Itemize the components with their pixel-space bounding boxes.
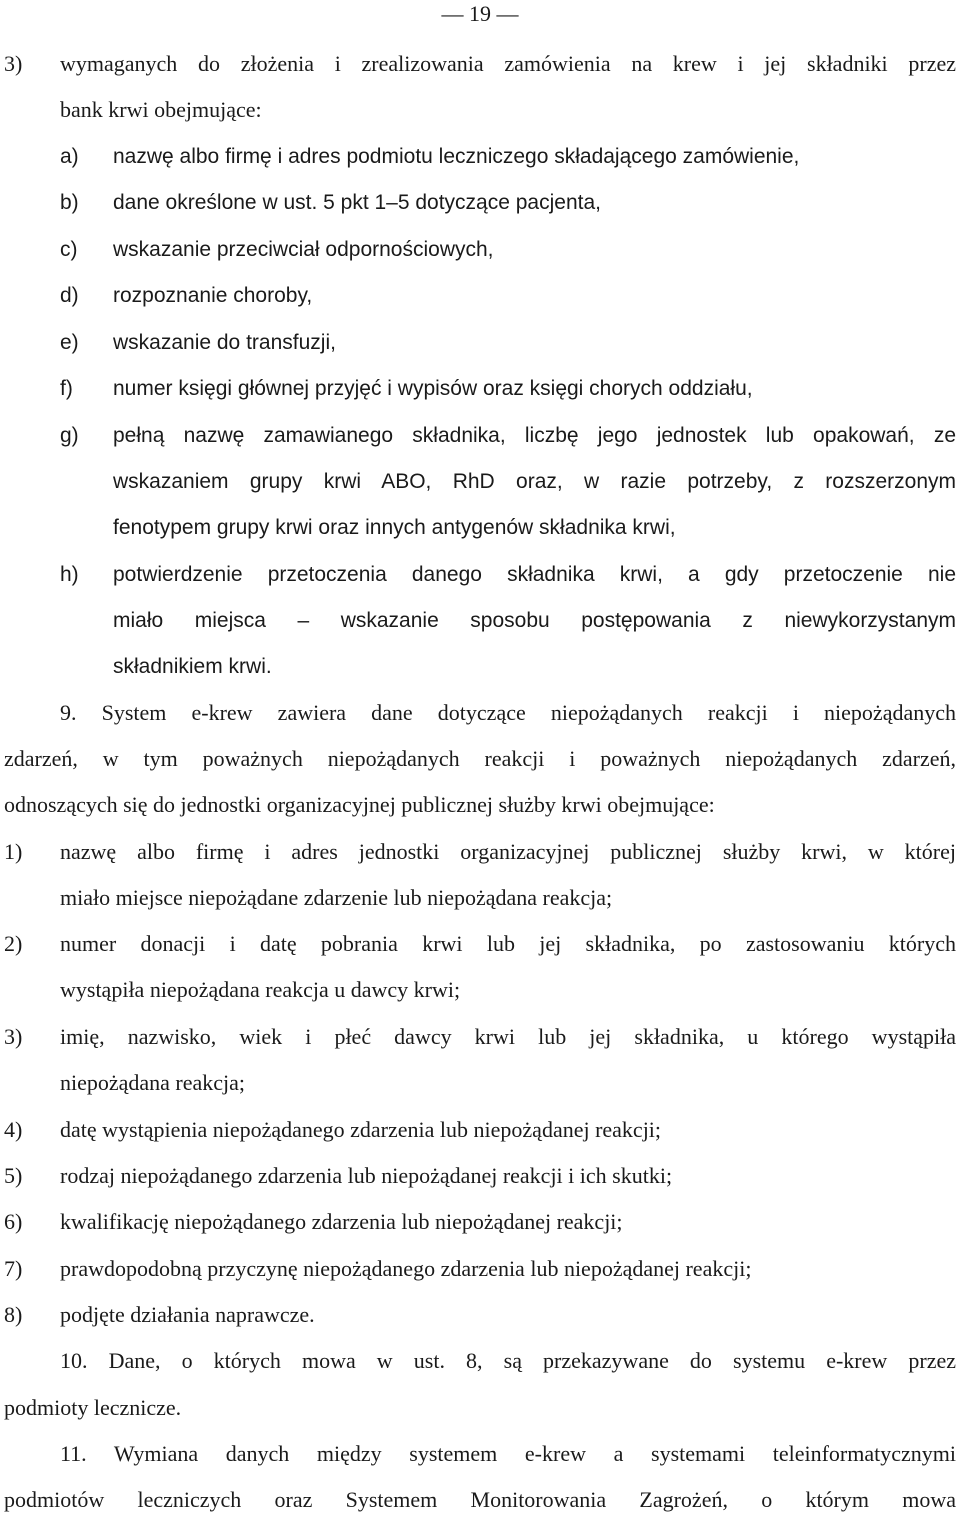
sub-g-marker: g) bbox=[60, 424, 79, 447]
paragraph-9-line-2: zdarzeń, w tym poważnych niepożądanych reakcji i poważnych niepożądanych zdarzeń, bbox=[4, 746, 956, 771]
point-3-marker: 3) bbox=[4, 1024, 23, 1049]
paragraph-9-line-1: 9. System e-krew zawiera dane dotyczące niepożądanych reakcji i niepożądanych bbox=[60, 700, 956, 725]
point-2-marker: 2) bbox=[4, 931, 23, 956]
sub-e-text: wskazanie do transfuzji, bbox=[113, 331, 336, 354]
point-4-marker: 4) bbox=[4, 1117, 23, 1142]
sub-c-marker: c) bbox=[60, 238, 78, 261]
sub-f-text: numer księgi głównej przyjęć i wypisów oraz księgi chorych oddziału, bbox=[113, 377, 753, 400]
sub-c-text: wskazanie przeciwciał odpornościowych, bbox=[113, 238, 494, 261]
paragraph-10-line-2: podmioty lecznicze. bbox=[4, 1395, 182, 1420]
sub-h-marker: h) bbox=[60, 563, 79, 586]
point-3-line-1: imię, nazwisko, wiek i płeć dawcy krwi lub jej składnika, u którego wystąpiła bbox=[60, 1024, 956, 1049]
sub-a-marker: a) bbox=[60, 145, 79, 168]
item-3-marker: 3) bbox=[4, 51, 23, 76]
point-6-text: kwalifikację niepożądanego zdarzenia lub niepożądanej reakcji; bbox=[60, 1209, 623, 1234]
point-2-line-1: numer donacji i datę pobrania krwi lub jej składnika, po zastosowaniu których bbox=[60, 931, 956, 956]
page-number: — 19 — bbox=[441, 1, 519, 26]
paragraph-10-line-1: 10. Dane, o których mowa w ust. 8, są przekazywane do systemu e-krew przez bbox=[60, 1348, 956, 1373]
sub-g-text-line-2: wskazaniem grupy krwi ABO, RhD oraz, w razie potrzeby, z rozszerzonym bbox=[113, 470, 956, 493]
sub-e-marker: e) bbox=[60, 331, 79, 354]
point-7-text: prawdopodobną przyczynę niepożądanego zdarzenia lub niepożądanej reakcji; bbox=[60, 1256, 752, 1281]
sub-h-text-line-3: składnikiem krwi. bbox=[113, 655, 272, 678]
point-8-marker: 8) bbox=[4, 1302, 23, 1327]
point-7-marker: 7) bbox=[4, 1256, 23, 1281]
sub-d-marker: d) bbox=[60, 284, 79, 307]
point-5-text: rodzaj niepożądanego zdarzenia lub niepożądanej reakcji i ich skutki; bbox=[60, 1163, 673, 1188]
sub-g-text-line-1: pełną nazwę zamawianego składnika, liczbę jego jednostek lub opakowań, ze bbox=[113, 424, 956, 447]
point-5-marker: 5) bbox=[4, 1163, 23, 1188]
point-1-marker: 1) bbox=[4, 839, 23, 864]
sub-d-text: rozpoznanie choroby, bbox=[113, 284, 313, 307]
sub-b-marker: b) bbox=[60, 191, 79, 214]
paragraph-11-line-2: podmiotów leczniczych oraz Systemem Monitorowania Zagrożeń, o którym mowa bbox=[4, 1487, 956, 1512]
item-3-text-line-1: wymaganych do złożenia i zrealizowania zamówienia na krew i jej składniki przez bbox=[60, 51, 956, 76]
sub-f-marker: f) bbox=[60, 377, 73, 400]
item-3-text-line-2: bank krwi obejmujące: bbox=[60, 97, 262, 122]
sub-h-text-line-1: potwierdzenie przetoczenia danego składnika krwi, a gdy przetoczenie nie bbox=[113, 563, 956, 586]
point-6-marker: 6) bbox=[4, 1209, 23, 1234]
paragraph-9-line-3: odnoszących się do jednostki organizacyjnej publicznej służby krwi obejmujące: bbox=[4, 792, 715, 817]
point-1-line-1: nazwę albo firmę i adres jednostki organizacyjnej publicznej służby krwi, w której bbox=[60, 839, 956, 864]
point-4-text: datę wystąpienia niepożądanego zdarzenia lub niepożądanej reakcji; bbox=[60, 1117, 662, 1142]
point-2-line-2: wystąpiła niepożądana reakcja u dawcy krwi; bbox=[60, 977, 461, 1002]
sub-b-text: dane określone w ust. 5 pkt 1–5 dotyczące pacjenta, bbox=[113, 191, 601, 214]
point-8-text: podjęte działania naprawcze. bbox=[60, 1302, 315, 1327]
sub-a-text: nazwę albo firmę i adres podmiotu leczniczego składającego zamówienie, bbox=[113, 145, 800, 168]
paragraph-11-line-1: 11. Wymiana danych między systemem e-krew a systemami teleinformatycznymi bbox=[60, 1441, 956, 1466]
point-3-line-2: niepożądana reakcja; bbox=[60, 1070, 246, 1095]
point-1-line-2: miało miejsce niepożądane zdarzenie lub niepożądana reakcja; bbox=[60, 885, 613, 910]
sub-h-text-line-2: miało miejsca – wskazanie sposobu postępowania z niewykorzystanym bbox=[113, 609, 956, 632]
sub-g-text-line-3: fenotypem grupy krwi oraz innych antygenów składnika krwi, bbox=[113, 516, 676, 539]
